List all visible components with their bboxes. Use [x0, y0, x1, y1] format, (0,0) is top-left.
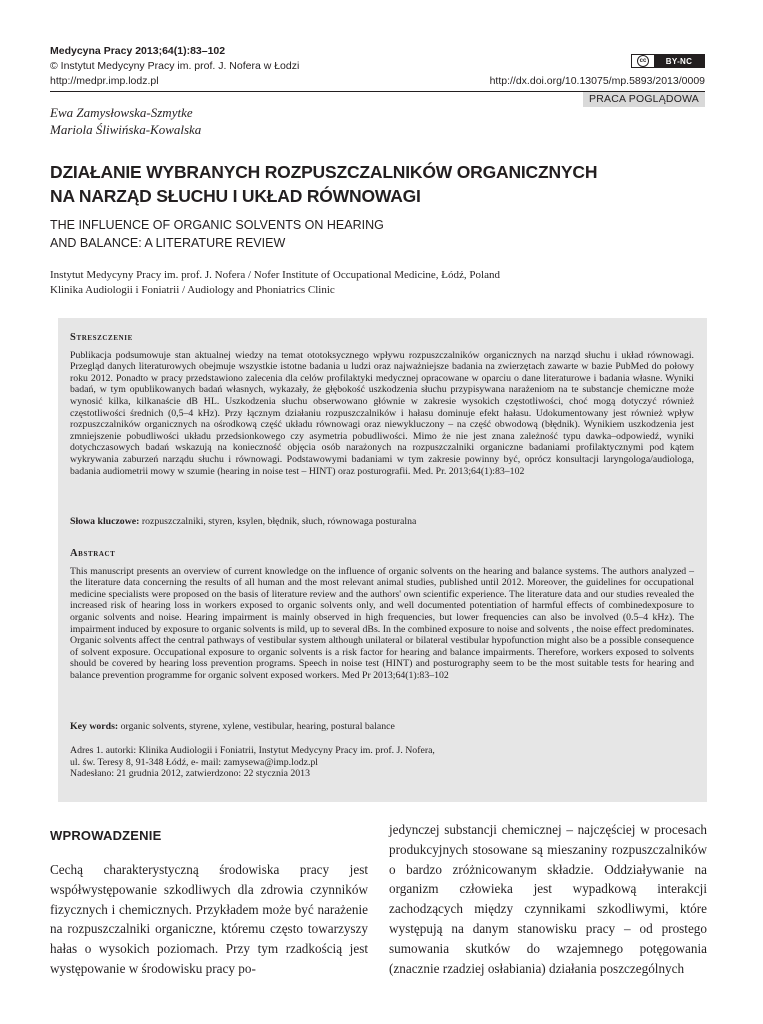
author-name: Mariola Śliwińska-Kowalska — [50, 122, 202, 137]
doi-link[interactable]: http://dx.doi.org/10.13075/mp.5893/2013/0009 — [489, 75, 705, 87]
abstract-heading: Abstract — [70, 548, 116, 559]
keywords-english — [70, 721, 694, 733]
streszczenie-section — [70, 332, 694, 477]
title-english — [50, 216, 384, 252]
journal-website-link[interactable]: http://medpr.imp.lodz.pl — [50, 75, 159, 87]
keywords-polish — [70, 516, 694, 528]
journal-citation: Medycyna Pracy 2013;64(1):83–102 — [50, 45, 226, 57]
affiliation-line: Klinika Audiologii i Foniatrii / Audiology and Phoniatrics Clinic — [50, 284, 335, 296]
correspondence-line: Adres 1. autorki: Klinika Audiologii i Foniatrii, Instytut Medycyny Pracy im. prof. J. Nofera, — [70, 745, 435, 756]
title-line: AND BALANCE: A LITERATURE REVIEW — [50, 236, 286, 250]
license-badge[interactable] — [631, 54, 705, 68]
article-type-badge: PRACA POGLĄDOWA — [583, 92, 705, 107]
keywords-label: Słowa kluczowe: — [70, 516, 140, 527]
correspondence-line: ul. św. Teresy 8, 91-348 Łódź, e- mail: zamysewa@imp.lodz.pl — [70, 756, 319, 768]
title-line: THE INFLUENCE OF ORGANIC SOLVENTS ON HEARING — [50, 218, 384, 232]
license-label: BY-NC — [654, 55, 704, 67]
title-line: NA NARZĄD SŁUCHU I UKŁAD RÓWNOWAGI — [50, 186, 421, 206]
keywords-value: rozpuszczalniki, styren, ksylen, błędnik, słuch, równowaga posturalna — [141, 516, 417, 527]
body-text-right-column: jedynczej substancji chemicznej – najczęściej w procesach produkcyjnych stosowane są mieszaniny rozpuszczalników o bardzo zróżnicowanym składzie. Oddziaływanie na organizm człowieka jest wypadkową interakcji zachodzących między czynnikami szkodliwymi, które występują na danym stanowisku pracy – od prostego sumowania skutków do wzajemnego potęgowania (znacznie rzadziej osłabiania) działania poszczególnych — [389, 822, 707, 976]
section-heading-introduction: WPROWADZENIE — [50, 828, 162, 843]
copyright-notice: © Instytut Medycyny Pracy im. prof. J. Nofera w Łodzi — [50, 60, 300, 72]
abstract-text: This manuscript presents an overview of current knowledge on the influence of organic solvents on the hearing and balance systems. The authors analyzed – the literature data concerning the results of all human and the most relevant animal studies, published until 2012. Moreover, the guidelines for occupational medicine specialists were proposed on the basis of literature review and the authors' own scientific experience. The literature data and our studies revealed the increased risk of hearing loss in workers exposed to organic solvents only, and well documented potentiation of harmful effects of combinedexposure to organic solvents and noise. Hearing impairment is mainly observed in high frequencies, but lower frequencies can also be involved (0.5–4 kHz). The impairment induced by exposure to organic solvents is mild, up to several dBs. In the combined exposure to noise and solvents , the noise effect predominates. Organic solvents affect the central pathways of vestibular system although unilateral or bilateral vestibular hypofunction might also be a possible consequence of solvent exposure. Occupational exposure to organic solvents is a risk factor for hearing and balance impairments. Therefore, workers exposed to solvents should be covered by hearing loss prevention programs. Speech in noise test (HINT) and posturography seem to be the most suitable tests for hearing and balance prevention programme for organic solvent exposed workers. Med Pr 2013;64(1):83–102 — [70, 565, 694, 681]
streszczenie-text: Publikacja podsumowuje stan aktualnej wiedzy na temat ototoksycznego wpływu rozpuszczalników organicznych na narząd słuchu i układ równowagi. Przegląd danych literaturowych obejmuje wszystkie istotne badania u ludzi oraz najważniejsze badania na zwierzętach zawarte w bazie PubMed do połowy roku 2012. Ponadto w pracy przedstawiono zalecenia dla celów profilaktyki medycznej opracowane w oparciu o dane literaturowe i badania własne. Wyniki badań, w tym opublikowanych badań własnych, wykazały, że głębokość uszkodzenia słuchu przypisywana narażeniom na te substancje chemiczne może wynosić kilka, kilkanaście dB HL. Uszkodzenia słuchu obserwowano głównie w zakresie wysokich częstotliwości, choć mogą dotyczyć również częstotliwości średnich (0,5–4 kHz). Przy łącznym działaniu rozpuszczalników i hałasu dominuje efekt hałasu. Udokumentowany jest również wpływ rozpuszczalników organicznych na ośrodkową część układu równowagi oraz niewykluczony – na część obwodową (błędnik). Wynikiem uszkodzenia jest zmniejszenie pobudliwości układu przedsionkowego czy asymetria pobudliwości. Mimo że nie jest znana zależność typu dawka–odpowiedź, wyniki dotychczasowych badań wskazują na konieczność objęcia osób narażonych na rozpuszczalniki organiczne badaniami profilaktycznymi pod kątem wykrywania zaburzeń narządu słuchu i równowagi. Podstawowymi badaniami w tym zakresie powinny być, oprócz konsultacji laryngologa/audiologa, badania audiometrii mowy w szumie (hearing in noise test – HINT) oraz posturografii. Med. Pr. 2013;64(1):83–102 — [70, 349, 694, 477]
abstract-box — [58, 318, 707, 802]
title-polish — [50, 160, 690, 208]
affiliation-line: Instytut Medycyny Pracy im. prof. J. Nofera / Nofer Institute of Occupational Medicine, Łódź, Poland — [50, 269, 500, 281]
abstract-section — [70, 548, 694, 682]
received-dates: Nadesłano: 21 grudnia 2012, zatwierdzono: 22 stycznia 2013 — [70, 768, 310, 780]
streszczenie-heading: Streszczenie — [70, 332, 133, 343]
affiliations — [50, 268, 500, 298]
creative-commons-icon: cc — [632, 55, 654, 67]
keywords-value: organic solvents, styrene, xylene, vestibular, hearing, postural balance — [120, 721, 395, 732]
body-text-left-column: Cechą charakterystyczną środowiska pracy jest współwystępowanie szkodliwych dla zdrowia czynników fizycznych i chemicznych. Przykładem może być narażenie na rozpuszczalniki organiczne, któremu często towarzyszy hałas o wysokich poziomach. Przy tym rzadkością jest występowanie w środowisku pracy po- — [50, 862, 368, 976]
title-line: DZIAŁANIE WYBRANYCH ROZPUSZCZALNIKÓW ORGANICZNYCH — [50, 162, 598, 182]
author-name: Ewa Zamysłowska-Szmytke — [50, 105, 193, 120]
keywords-label: Key words: — [70, 721, 119, 732]
correspondence-info — [70, 745, 694, 780]
author-list — [50, 104, 201, 138]
